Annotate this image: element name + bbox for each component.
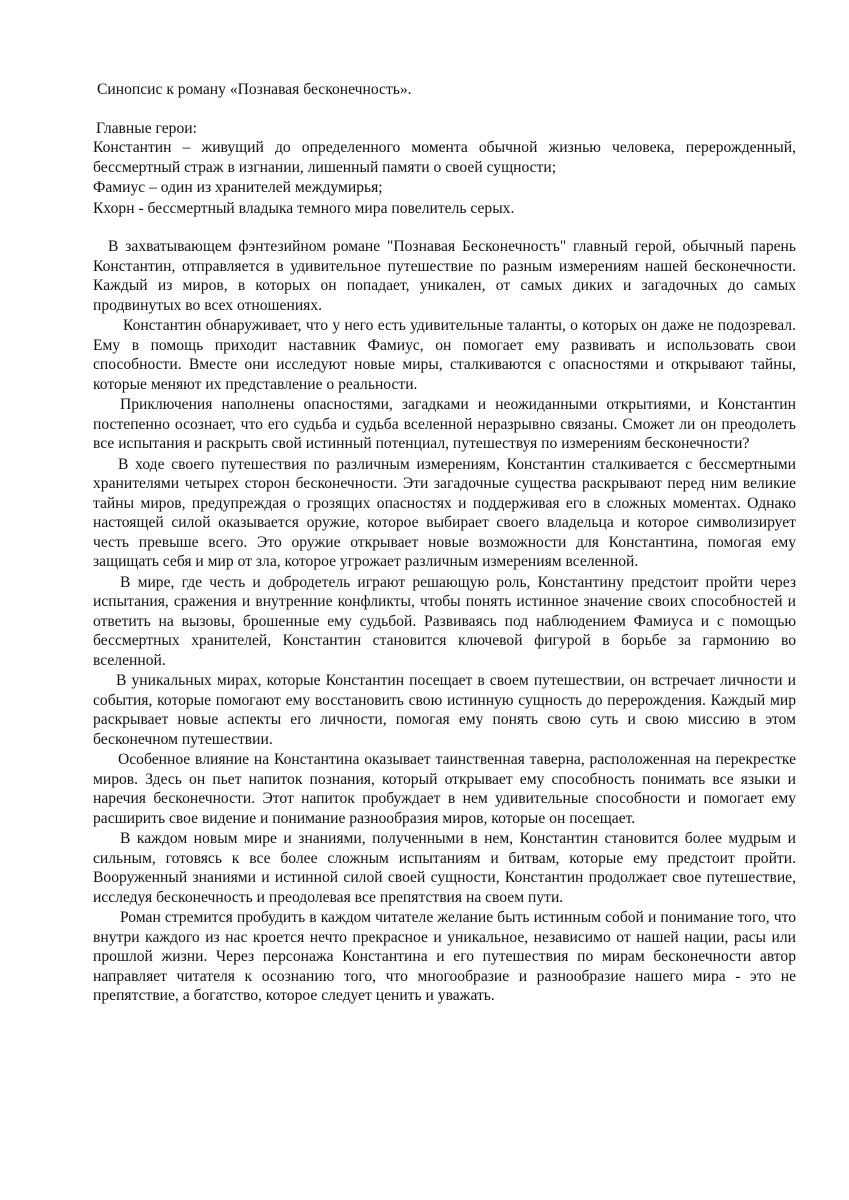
heroes-heading: Главные герои: — [96, 119, 197, 137]
heroes-list — [93, 138, 796, 218]
paragraph-7: Особенное влияние на Константина оказывает таинственная таверна, расположенная на перекрестке миров. Здесь он пьет напиток познания, который открывает ему способность понимать все языки и наречия бесконечности. Этот напиток пробуждает в нем удивительные способности и помогает ему расширить свое видение и понимание разнообразия миров, которые он посещает. — [93, 751, 796, 827]
document-title: Синопсис к роману «Познавая бесконечность». — [97, 81, 412, 98]
paragraph-4: В ходе своего путешествия по различным измерениям, Константин сталкивается с бессмертными хранителями четырех сторон бесконечности. Эти загадочные существа раскрывают перед ним великие тайны миров, предупреждая о грозящих опасностях и поддерживая его в сложных моментах. Однако настоящей силой оказывается оружие, которое выбирает своего владельца и которое символизирует честь превыше всего. Это оружие открывает новые возможности для Константина, помогая ему защищать себя и мир от зла, которое угрожает различным измерениям вселенной. — [93, 455, 796, 570]
paragraph-3: Приключения наполнены опасностями, загадками и неожиданными открытиями, и Константин постепенно осознает, что его судьба и судьба вселенной неразрывно связаны. Сможет ли он преодолеть все испытания и раскрыть свой истинный потенциал, путешествуя по измерениям бесконечности? — [93, 396, 796, 452]
hero-konstantin: Константин – живущий до определенного момента обычной жизнью человека, перерожденный, бессмертный страж в изгнании, лишенный памяти о своей сущности; — [93, 139, 796, 176]
hero-khorn: Кхорн - бессмертный владыка темного мира повелитель серых. — [93, 199, 515, 217]
synopsis-body — [93, 237, 796, 1006]
paragraph-5: В мире, где честь и добродетель играют решающую роль, Константину предстоит пройти через испытания, сражения и внутренние конфликты, чтобы понять истинное значение своих способностей и ответить на вызовы, брошенные ему судьбой. Развиваясь под наблюдением Фамиуса и с помощью бессмертных хранителей, Константин становится ключевой фигурой в борьбе за гармонию во вселенной. — [93, 573, 796, 669]
hero-famius: Фамиус – один из хранителей междумирья; — [93, 179, 383, 196]
paragraph-6: В уникальных мирах, которые Константин посещает в своем путешествии, он встречает личности и события, которые помогают ему восстановить свою истинную сущность до перерождения. Каждый мир раскрывает новые аспекты его личности, помогая ему понять свою суть и свою миссию в этом бесконечном путешествии. — [93, 672, 796, 748]
paragraph-9: Роман стремится пробудить в каждом читателе желание быть истинным собой и понимание того, что внутри каждого из нас кроется нечто прекрасное и уникальное, независимо от нашей нации, расы или прошлой жизни. Через персонажа Константина и его путешествия по мирам бесконечности автор направляет читателя к осознанию того, что многообразие и разнообразие нашего мира - это не препятствие, а богатство, которое следует ценить и уважать. — [93, 909, 796, 1004]
document-page — [93, 80, 796, 1007]
paragraph-8: В каждом новым мире и знаниями, полученными в нем, Константин становится более мудрым и сильным, готовясь к все более сложным испытаниям и битвам, которые ему предстоит пройти. Вооруженный знаниями и истинной силой своей сущности, Константин продолжает свое путешествие, исследуя бесконечность и преодолевая все препятствия на своем пути. — [93, 830, 796, 906]
paragraph-1: В захватывающем фэнтезийном романе "Познавая Бесконечность" главный герой, обычный парень Константин, отправляется в удивительное путешествие по разным измерениям нашей бесконечности. Каждый из миров, в которых он попадает, уникален, от самых диких и загадочных до самых продвинутых во всех отношениях. — [93, 238, 796, 314]
paragraph-2: Константин обнаруживает, что у него есть удивительные таланты, о которых он даже не подозревал. Ему в помощь приходит наставник Фамиус, он помогает ему развивать и использовать свои способности. Вместе они исследуют новые миры, сталкиваются с опасностями и открывают тайны, которые меняют их представление о реальности. — [93, 317, 796, 393]
